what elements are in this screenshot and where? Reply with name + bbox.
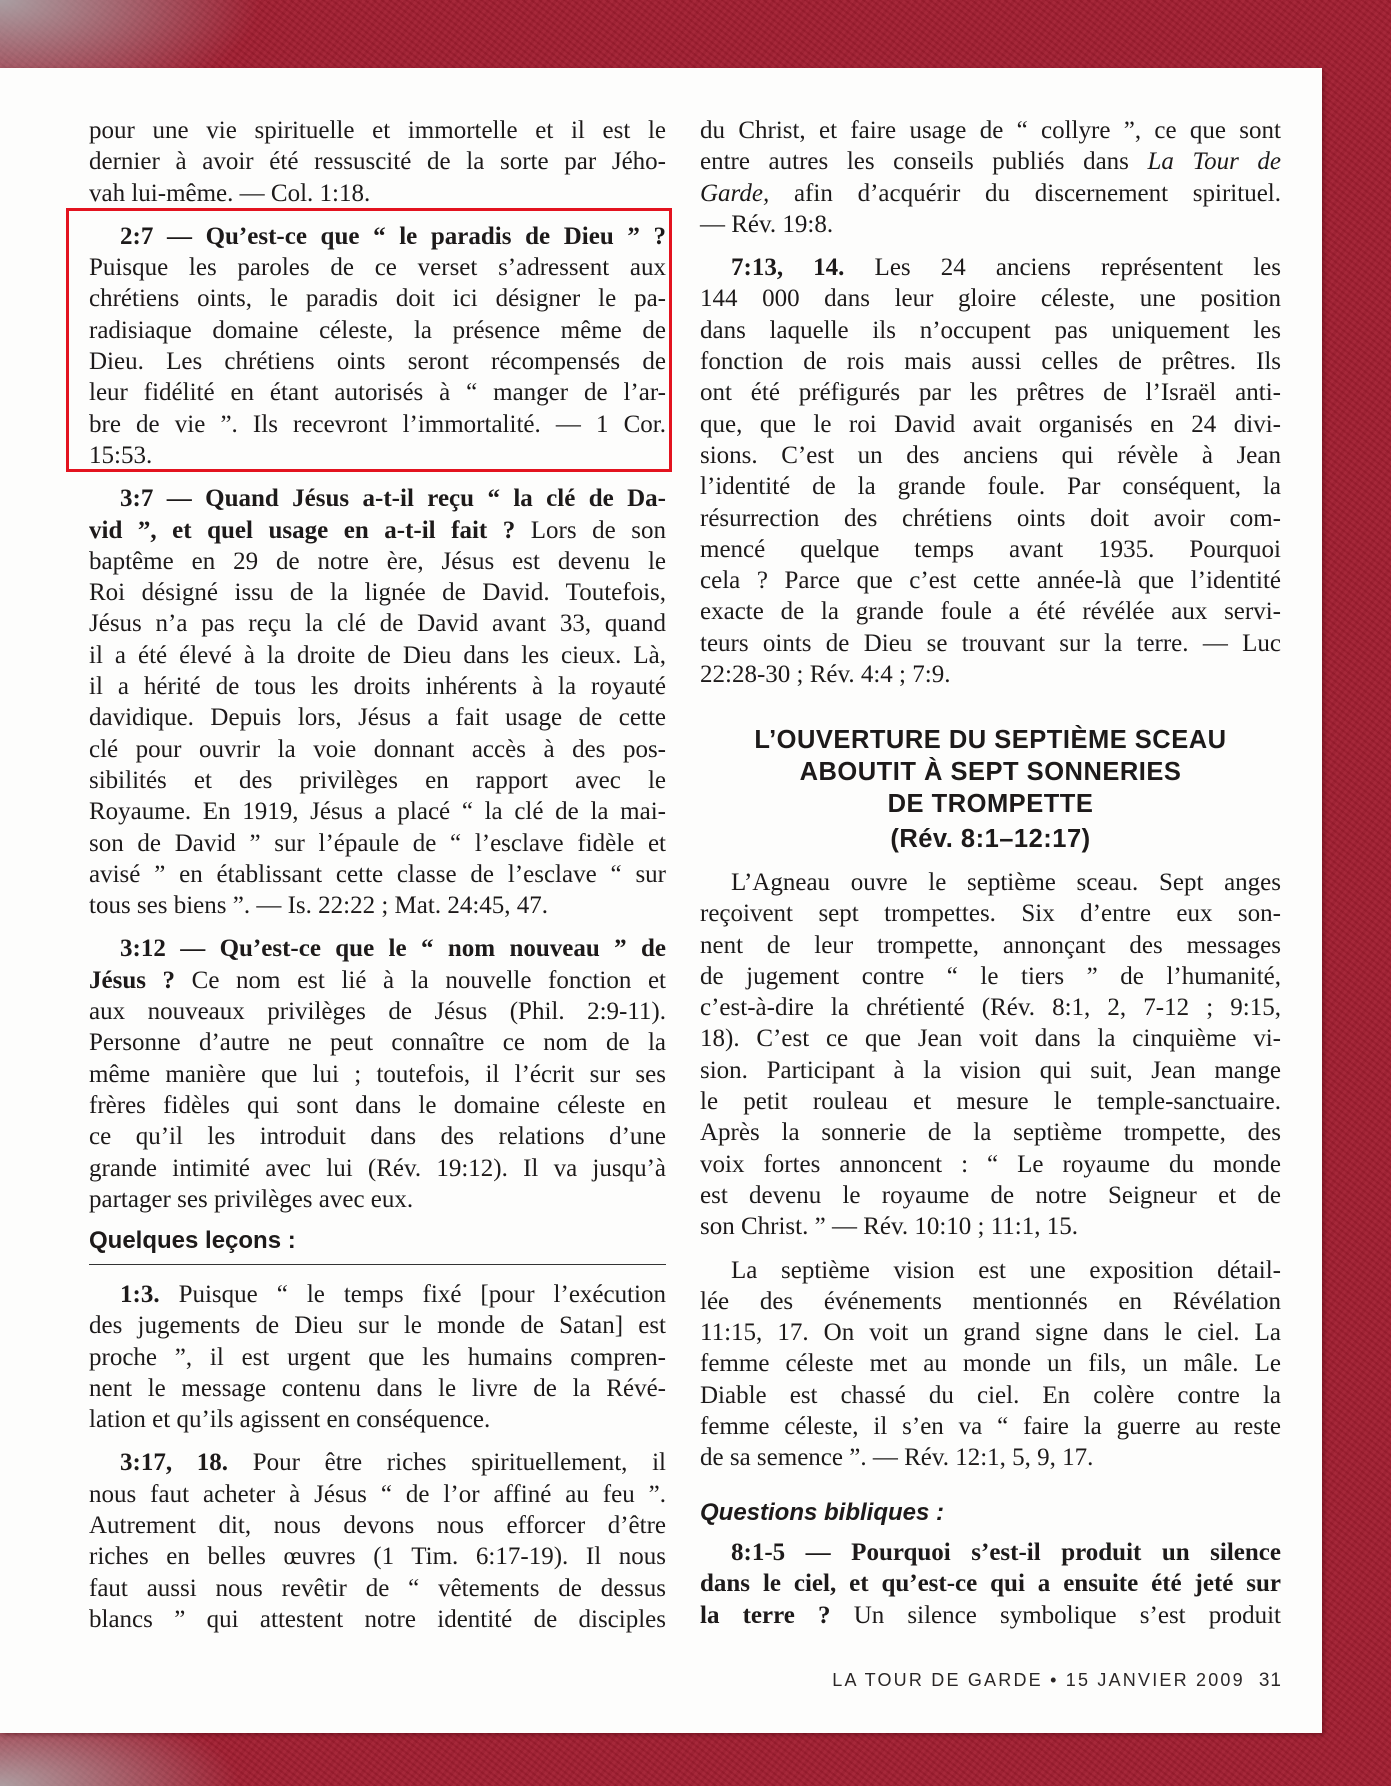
- text-line: faut aussi nous revêtir de “ vêtements de dessus: [89, 1574, 666, 1602]
- text-line: proche ”, il est urgent que les humains compren-: [89, 1343, 666, 1371]
- text-line: nent le message contenu dans le livre de la Révé-: [89, 1374, 666, 1402]
- text-line: il a été élevé à la droite de Dieu dans les cieux. Là,: [89, 641, 666, 669]
- text-line: Dieu. Les chrétiens oints seront récompensés de: [89, 348, 666, 376]
- text-line: Diable est chassé du ciel. En colère contre la: [700, 1381, 1281, 1409]
- text-line: sions. C’est un des anciens qui révèle à Jean: [700, 441, 1281, 469]
- text-line: 144 000 dans leur gloire céleste, une position: [700, 285, 1281, 313]
- text-line: des jugements de Dieu sur le monde de Satan] est: [89, 1312, 666, 1340]
- text-line: [700, 146, 1281, 177]
- text-segment: Un silence symbolique s’est produit: [830, 1601, 1281, 1629]
- text-segment: Lors de son: [515, 516, 666, 544]
- text-line: tous ses biens ”. — Is. 22:22 ; Mat. 24:45, 47.: [89, 892, 549, 920]
- text-line: [89, 965, 666, 996]
- text-line: Personne d’autre ne peut connaître ce nom de la: [89, 1029, 666, 1057]
- text-line: c’est-à-dire la chrétienté (Rév. 8:1, 2, 7-12 ; 9:15,: [700, 994, 1281, 1022]
- paragraph: [700, 252, 1281, 690]
- text-line: mencé quelque temps avant 1935. Pourquoi: [700, 535, 1281, 563]
- text-line: lation et qu’ils agissent en conséquence.: [89, 1406, 491, 1434]
- text-line: que, que le roi David avait organisés en 24 divi-: [700, 410, 1281, 438]
- bold-lead-text: 3:7 — Quand Jésus a-t-il reçu “ la clé de Da-: [120, 485, 666, 513]
- subheading-rule: [89, 1264, 666, 1265]
- text-line: ont été préfigurés par les prêtres de l’Israël anti-: [700, 379, 1281, 407]
- text-line: [700, 252, 1281, 283]
- section-subheading-questions: Questions bibliques :: [700, 1499, 945, 1526]
- text-line: 22:28-30 ; Rév. 4:4 ; 7:9.: [700, 661, 951, 689]
- text-line: son Christ. ” — Rév. 10:10 ; 11:1, 15.: [700, 1213, 1079, 1241]
- text-line: vah lui-même. — Col. 1:18.: [89, 179, 371, 207]
- text-line: [89, 1279, 666, 1310]
- text-line: du Christ, et faire usage de “ collyre ”, ce que sont: [700, 117, 1281, 144]
- text-line: 18). C’est ce que Jean voit dans la cinquième vi-: [700, 1025, 1281, 1053]
- heading-scripture-reference: (Rév. 8:1–12:17): [890, 825, 1091, 853]
- text-line: riches en belles œuvres (1 Tim. 6:17-19). Il nous: [89, 1543, 666, 1571]
- text-line: [700, 178, 1281, 209]
- text-line: clé pour ouvrir la voie donnant accès à des pos-: [89, 735, 666, 763]
- text-segment: entre autres les conseils publiés dans: [700, 148, 1148, 176]
- heading-line: ABOUTIT À SEPT SONNERIES: [799, 758, 1182, 786]
- paragraph: [89, 115, 666, 209]
- text-segment: Les 24 anciens représentent les: [844, 254, 1281, 282]
- bold-lead-text: 7:13, 14.: [731, 254, 845, 282]
- text-line: nous faut acheter à Jésus “ de l’or affiné au feu ”.: [89, 1480, 666, 1508]
- text-line: pour une vie spirituelle et immortelle et il est le: [89, 117, 666, 144]
- paragraph: [89, 1279, 666, 1435]
- bold-lead-text: dans le ciel, et qu’est-ce qui a ensuite été jeté sur: [700, 1570, 1281, 1598]
- bold-lead-text: 3:12 — Qu’est-ce que le “ nom nouveau ” de: [120, 935, 666, 963]
- text-line: femme céleste, il s’en va “ faire la guerre au reste: [700, 1413, 1281, 1441]
- text-line: L’Agneau ouvre le septième sceau. Sept anges: [731, 869, 1281, 896]
- highlighted-paragraph: [89, 221, 666, 471]
- text-line: 15:53.: [89, 441, 153, 469]
- paragraph: [89, 1447, 666, 1635]
- text-line: [89, 515, 666, 546]
- text-line: sion. Participant à la vision qui suit, Jean mange: [700, 1056, 1281, 1084]
- text-line: [700, 1537, 1281, 1568]
- text-segment: Puisque “ le temps fixé [pour l’exécution: [159, 1281, 666, 1308]
- text-line: chrétiens oints, le paradis doit ici désigner le pa-: [89, 285, 666, 313]
- text-segment: Ce nom est lié à la nouvelle fonction et: [175, 966, 666, 994]
- paragraph: [89, 933, 666, 1215]
- text-line: dernier à avoir été ressuscité de la sorte par Jého-: [89, 148, 666, 176]
- text-line: grande intimité avec lui (Rév. 19:12). Il va jusqu’à: [89, 1154, 666, 1182]
- text-line: lée des événements mentionnés en Révélation: [700, 1287, 1281, 1315]
- italic-title-text: La Tour de: [1147, 148, 1281, 176]
- text-line: nent de leur trompette, annonçant des messages: [700, 931, 1281, 959]
- text-line: 11:15, 17. On voit un grand signe dans le ciel. La: [700, 1319, 1281, 1347]
- text-line: ce qu’il les introduit dans des relations d’une: [89, 1123, 666, 1151]
- bold-lead-text: Jésus ?: [89, 966, 176, 994]
- text-line: Après la sonnerie de la septième trompette, des: [700, 1119, 1281, 1147]
- text-line: [89, 221, 666, 252]
- text-line: La septième vision est une exposition détail-: [731, 1256, 1281, 1284]
- left-column-text: [89, 115, 666, 1215]
- text-line: baptême en 29 de notre ère, Jésus est devenu le: [89, 547, 666, 575]
- text-line: même manière que lui ; toutefois, il l’écrit sur ses: [89, 1060, 666, 1088]
- text-line: sibilités et des privilèges en rapport avec le: [89, 766, 666, 794]
- text-line: son de David ” sur l’épaule de “ l’esclave fidèle et: [89, 829, 666, 857]
- text-line: avisé ” en établissant cette classe de l’esclave “ sur: [89, 860, 666, 888]
- page-footer: [832, 1670, 1282, 1692]
- paragraph: [89, 483, 666, 921]
- text-line: de sa semence ”. — Rév. 12:1, 5, 9, 17.: [700, 1444, 1094, 1472]
- text-line: il a hérité de tous les droits inhérents à la royauté: [89, 673, 666, 701]
- page-number: 31: [1258, 1670, 1282, 1691]
- paragraph: [700, 115, 1281, 240]
- text-line: frères fidèles qui sont dans le domaine céleste en: [89, 1091, 666, 1119]
- text-line: résurrection des chrétiens oints doit avoir com-: [700, 504, 1281, 532]
- text-line: de jugement contre “ le tiers ” de l’humanité,: [700, 962, 1281, 990]
- text-line: fonction de rois mais aussi celles de prêtres. Ils: [700, 348, 1281, 376]
- text-line: cela ? Parce que c’est cette année-là que l’identité: [700, 567, 1281, 595]
- bold-lead-text: 8:1-5 — Pourquoi s’est-il produit un silence: [731, 1539, 1281, 1566]
- heading-line: L’OUVERTURE DU SEPTIÈME SCEAU: [754, 726, 1227, 754]
- text-line: voix fortes annoncent : “ Le royaume du monde: [700, 1150, 1281, 1178]
- text-line: davidique. Depuis lors, Jésus a fait usage de cette: [89, 704, 666, 732]
- bold-lead-text: vid ”, et quel usage en a-t-il fait ?: [89, 516, 516, 544]
- bold-lead-text: 3:17, 18.: [120, 1449, 229, 1477]
- footer-publication: LA TOUR DE GARDE • 15 JANVIER 2009: [832, 1670, 1245, 1690]
- left-column-lessons: [89, 1279, 666, 1635]
- text-line: reçoivent sept trompettes. Six d’entre eux son-: [700, 900, 1281, 928]
- heading-line: DE TROMPETTE: [887, 790, 1094, 818]
- text-line: partager ses privilèges avec eux.: [89, 1185, 414, 1213]
- text-line: blancs ” qui attestent notre identité de disciples: [89, 1605, 666, 1633]
- bold-lead-text: la terre ?: [700, 1601, 831, 1629]
- text-line: [700, 1600, 1281, 1631]
- text-line: aux nouveaux privilèges de Jésus (Phil. 2:9-11).: [89, 998, 666, 1026]
- text-line: dans laquelle ils n’occupent pas uniquement les: [700, 316, 1281, 344]
- italic-title-text: Garde,: [700, 179, 770, 207]
- text-line: est devenu le royaume de notre Seigneur et de: [700, 1181, 1281, 1209]
- bold-lead-text: 1:3.: [120, 1281, 160, 1308]
- right-column-questions: [700, 1537, 1281, 1631]
- bold-lead-text: 2:7 — Qu’est-ce que “ le paradis de Dieu ” ?: [120, 222, 666, 250]
- right-column-section-text: [700, 867, 1281, 1474]
- paragraph: [700, 867, 1281, 1243]
- text-line: Royaume. En 1919, Jésus a placé “ la clé de la mai-: [89, 798, 666, 826]
- text-line: exacte de la grande foule a été révélée aux servi-: [700, 598, 1281, 626]
- text-line: radisiaque domaine céleste, la présence même de: [89, 316, 666, 344]
- text-line: [89, 933, 666, 964]
- paragraph: [700, 1537, 1281, 1631]
- text-line: Jésus n’a pas reçu la clé de David avant 33, quand: [89, 610, 666, 638]
- text-segment: Pour être riches spirituellement, il: [228, 1449, 666, 1477]
- text-line: le petit rouleau et mesure le temple-sanctuaire.: [700, 1088, 1281, 1116]
- text-line: [700, 1568, 1281, 1599]
- text-line: Puisque les paroles de ce verset s’adressent aux: [89, 254, 666, 282]
- section-subheading-lessons: Quelques leçons :: [89, 1227, 296, 1254]
- text-line: Autrement dit, nous devons nous efforcer d’être: [89, 1512, 666, 1540]
- text-line: femme céleste met au monde un fils, un mâle. Le: [700, 1350, 1281, 1378]
- text-line: [89, 1447, 666, 1478]
- text-line: Roi désigné issu de la lignée de David. Toutefois,: [89, 579, 666, 607]
- text-line: [89, 483, 666, 514]
- text-line: — Rév. 19:8.: [700, 210, 834, 238]
- paragraph: [700, 1255, 1281, 1474]
- text-line: leur fidélité en étant autorisés à “ manger de l’ar-: [89, 379, 666, 407]
- text-line: teurs oints de Dieu se trouvant sur la terre. — Luc: [700, 629, 1281, 657]
- text-line: l’identité de la grande foule. Par conséquent, la: [700, 473, 1281, 501]
- text-segment: afin d’acquérir du discernement spirituel.: [769, 179, 1281, 207]
- right-column-text: [700, 115, 1281, 690]
- section-heading: [700, 724, 1281, 855]
- text-line: bre de vie ”. Ils recevront l’immortalité. — 1 Cor.: [89, 410, 666, 438]
